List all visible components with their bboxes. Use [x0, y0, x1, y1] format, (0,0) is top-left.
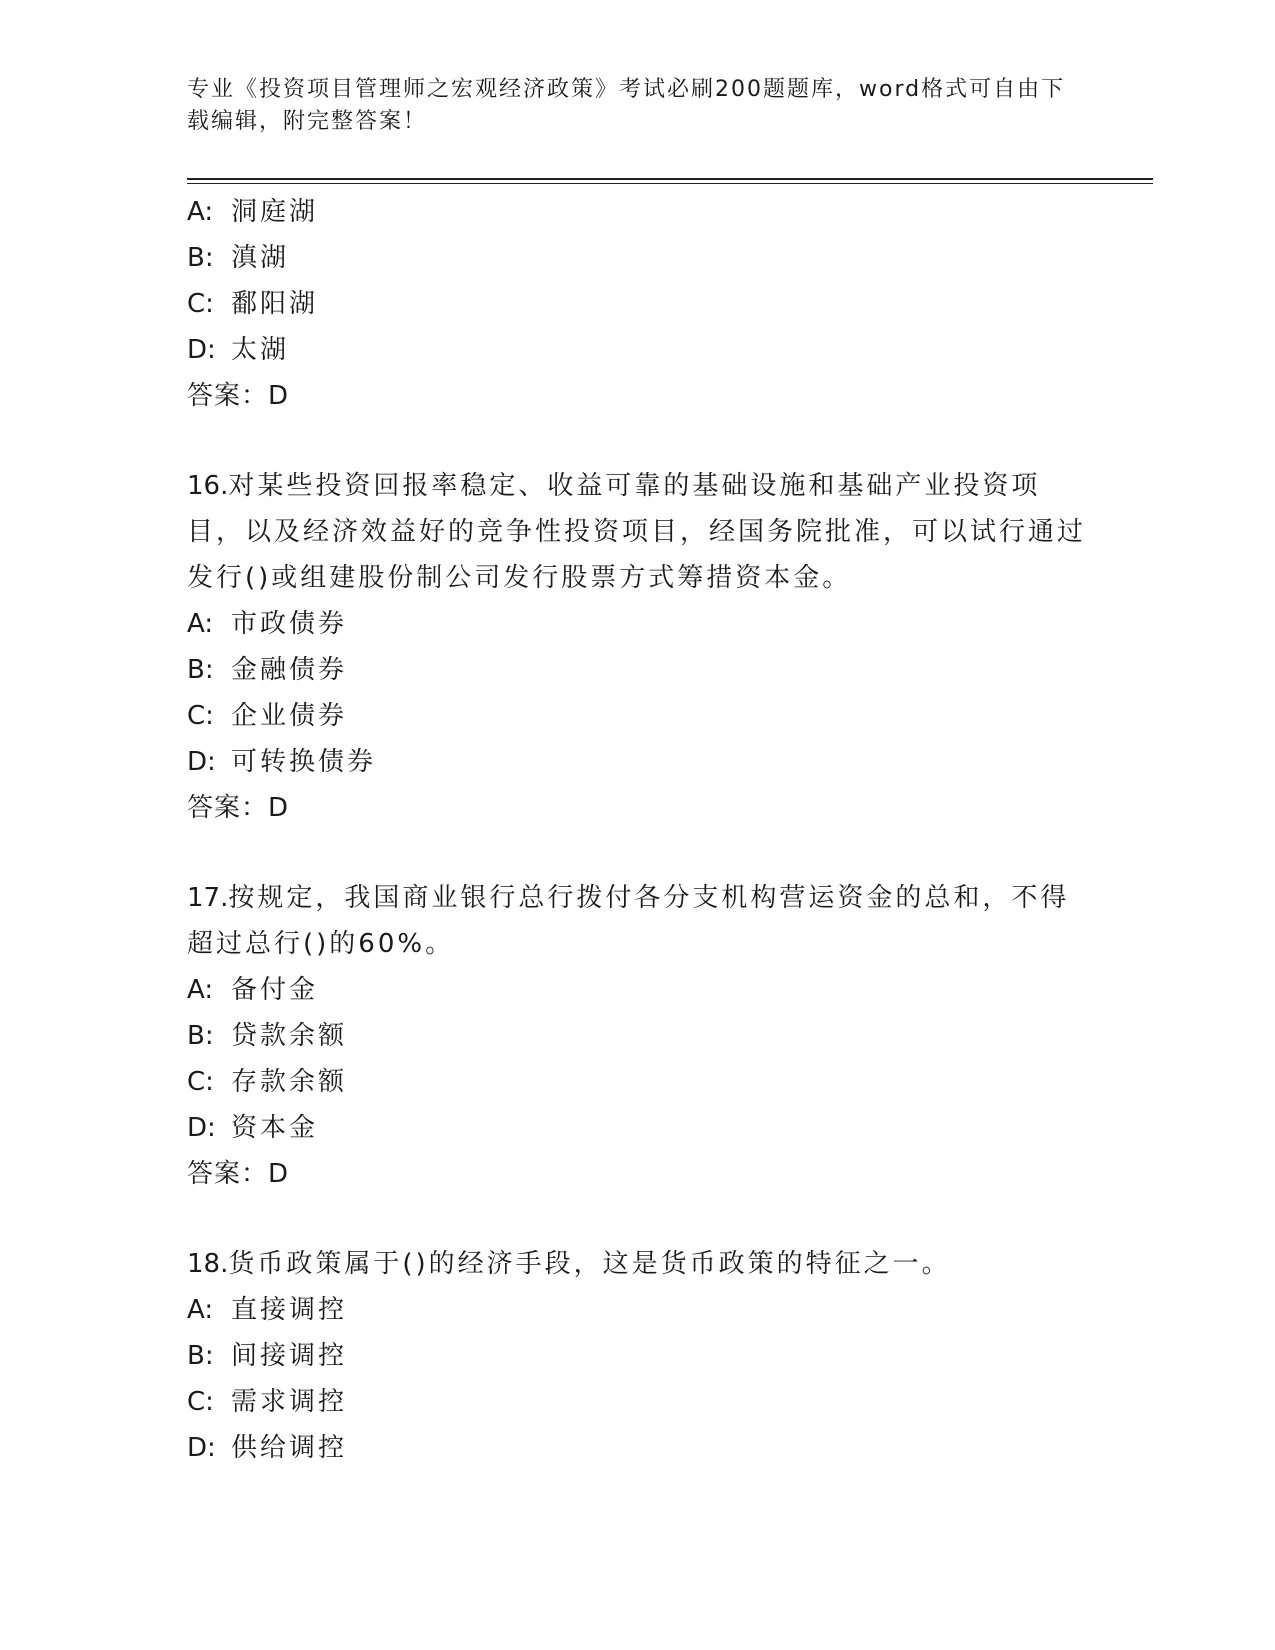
header-divider-thick	[187, 178, 1153, 180]
question-text: 货币政策属于()的经济手段，这是货币政策的特征之一。	[228, 1249, 951, 1279]
option-d	[187, 327, 1087, 373]
question-stem	[187, 463, 1087, 601]
question-number: 16.	[187, 471, 229, 501]
option-letter: D:	[187, 747, 216, 777]
option-text: 间接调控	[231, 1341, 348, 1371]
option-text: 金融债券	[231, 655, 348, 685]
document-header: 专业《投资项目管理师之宏观经济政策》考试必刷200题题库，word格式可自由下载编辑，附完整答案！	[187, 77, 1066, 134]
option-letter: A:	[187, 1295, 214, 1325]
question-15	[187, 189, 1087, 419]
question-number: 17.	[187, 883, 229, 913]
question-list	[187, 189, 1087, 1471]
option-text: 贷款余额	[231, 1021, 348, 1051]
answer-line: 答案：D	[187, 793, 290, 823]
option-letter: A:	[187, 609, 214, 639]
answer-line: 答案：D	[187, 381, 290, 411]
option-letter: A:	[187, 197, 214, 227]
option-letter: D:	[187, 335, 216, 365]
option-letter: D:	[187, 1433, 216, 1463]
option-a	[187, 1287, 1087, 1333]
option-text: 备付金	[231, 975, 319, 1005]
question-18	[187, 1241, 1087, 1471]
option-text: 市政债券	[231, 609, 348, 639]
option-a	[187, 189, 1087, 235]
option-b	[187, 235, 1087, 281]
option-letter: B:	[187, 243, 214, 273]
question-stem	[187, 875, 1087, 967]
answer-line: 答案：D	[187, 1159, 290, 1189]
header-divider-thin	[187, 183, 1153, 184]
option-c	[187, 1059, 1087, 1105]
option-text: 直接调控	[231, 1295, 348, 1325]
option-letter: C:	[187, 1067, 214, 1097]
option-text: 企业债券	[231, 701, 348, 731]
option-d	[187, 739, 1087, 785]
option-letter: C:	[187, 289, 214, 319]
option-text: 资本金	[231, 1113, 319, 1143]
option-text: 存款余额	[231, 1067, 348, 1097]
option-b	[187, 1333, 1087, 1379]
option-d	[187, 1425, 1087, 1471]
question-17	[187, 875, 1087, 1197]
option-letter: B:	[187, 1341, 214, 1371]
option-text: 太湖	[231, 335, 290, 365]
option-letter: C:	[187, 701, 214, 731]
question-text: 对某些投资回报率稳定、收益可靠的基础设施和基础产业投资项目，以及经济效益好的竞争性投资项目，经国务院批准，可以试行通过发行()或组建股份制公司发行股票方式筹措资本金。	[187, 471, 1087, 593]
option-a	[187, 601, 1087, 647]
question-16	[187, 463, 1087, 831]
option-b	[187, 1013, 1087, 1059]
option-text: 需求调控	[231, 1387, 348, 1417]
option-c	[187, 1379, 1087, 1425]
option-text: 滇湖	[231, 243, 290, 273]
option-text: 洞庭湖	[231, 197, 319, 227]
option-b	[187, 647, 1087, 693]
question-text: 按规定，我国商业银行总行拨付各分支机构营运资金的总和，不得超过总行()的60%。	[187, 883, 1070, 959]
option-text: 供给调控	[231, 1433, 348, 1463]
question-number: 18.	[187, 1249, 229, 1279]
option-letter: D:	[187, 1113, 216, 1143]
question-stem	[187, 1241, 1087, 1287]
option-text: 鄱阳湖	[231, 289, 319, 319]
option-a	[187, 967, 1087, 1013]
option-text: 可转换债券	[231, 747, 377, 777]
option-letter: A:	[187, 975, 214, 1005]
option-letter: B:	[187, 655, 214, 685]
option-c	[187, 693, 1087, 739]
option-letter: B:	[187, 1021, 214, 1051]
option-c	[187, 281, 1087, 327]
option-letter: C:	[187, 1387, 214, 1417]
option-d	[187, 1105, 1087, 1151]
